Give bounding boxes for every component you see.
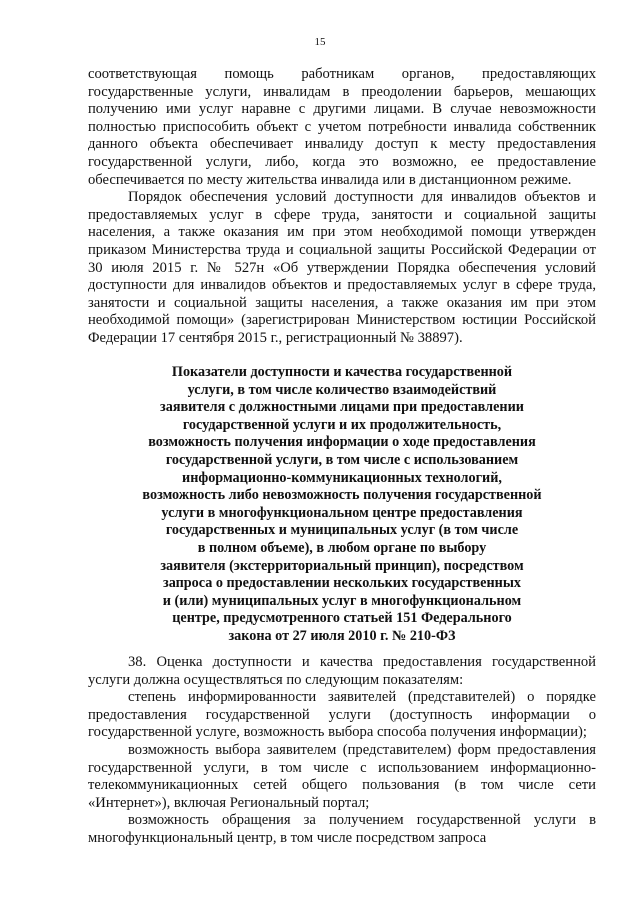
paragraph: возможность обращения за получением государственной услуги в многофункциональный центр, в том числе посредством запроса [88,812,596,846]
heading-line: информационно-коммуникационных технологий, [182,469,502,486]
paragraph: соответствующая помощь работникам органов, предоставляющих государственные услуги, инвалидам в преодолении барьеров, мешающих получению ими услуг наравне с другими лицами. В случае невозможности полностью приспособить объект с учетом потребности инвалида собственник данного объекта обеспечивает инвалиду доступ к месту предоставления государственной услуги, либо, когда это возможно, ее предоставление обеспечивается по месту жительства инвалида или в дистанционном режиме. [88,66,596,188]
paragraph: возможность выбора заявителем (представителем) форм предоставления государственной услуги, в том числе с использованием информационно-телекоммуникационных сетей общего пользования (в том числе сети «Интернет»), включая Региональный портал; [88,741,596,811]
heading-line: центре, предусмотренного статьей 151 Федерального [172,610,512,627]
body-text-top [88,66,596,348]
heading-line: услуги в многофункциональном центре предоставления [161,504,523,521]
heading-line: возможность получения информации о ходе предоставления [148,434,536,451]
heading-line: государственной услуги и их продолжительность, [182,416,502,433]
heading-line: услуги, в том числе количество взаимодействий [187,381,497,398]
paragraph: 38. Оценка доступности и качества предоставления государственной услуги должна осуществляться по следующим показателям: [88,654,596,688]
paragraph: Порядок обеспечения условий доступности для инвалидов объектов и предоставляемых услуг в сфере труда, занятости и социальной защиты населения, а также оказания им при этом необходимой помощи утвержден приказом Министерства труда и социальной защиты Российской Федерации от 30 июля 2015 г. № 527н «Об утверждении Порядка обеспечения условий доступности для инвалидов объектов и предоставляемых услуг в сфере труда, занятости и социальной защиты населения, а также оказания им при этом необходимой помощи» (зарегистрирован Министерством юстиции Российской Федерации 17 сентября 2015 г., регистрационный № 38897). [88,189,596,346]
heading-line: заявителя с должностными лицами при предоставлении [160,399,524,416]
heading-line: запроса о предоставлении нескольких государственных [163,575,521,592]
heading-line: заявителя (экстерриториальный принцип), посредством [160,557,524,574]
section-heading [88,364,596,646]
body-text-bottom [88,654,596,848]
heading-line: Показатели доступности и качества государственной [171,364,513,380]
heading-line: в полном объеме), в любом органе по выбору [197,539,487,556]
heading-line: возможность либо невозможность получения государственной [142,487,542,504]
heading-line: закона от 27 июля 2010 г. № 210-ФЗ [228,627,456,644]
page-number: 15 [314,36,326,48]
heading-line: и (или) муниципальных услуг в многофункциональном [162,592,522,609]
paragraph: степень информированности заявителей (представителей) о порядке предоставления государственной услуги (доступность информации о государственной услуге, возможность выбора способа получения информации); [88,689,596,741]
heading-line: государственных и муниципальных услуг (в том числе [165,522,519,539]
heading-line: государственной услуги, в том числе с использованием [165,451,519,468]
